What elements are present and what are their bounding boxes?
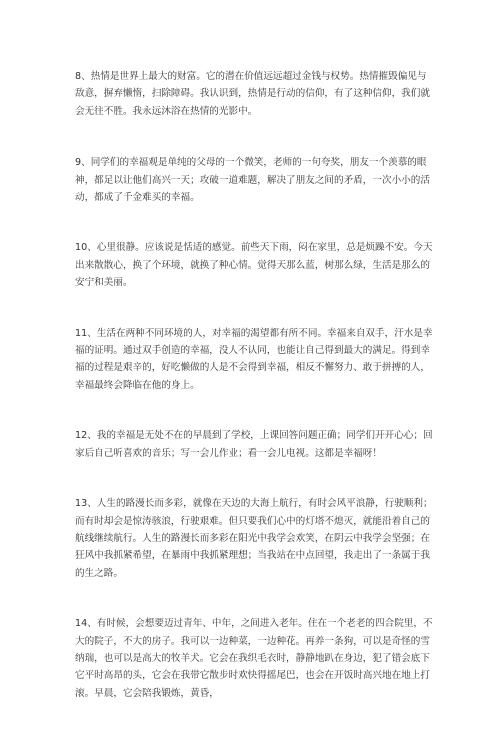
paragraph-14: 14、有时候，会想要迈过青年、中年，之间进入老年。住在一个老老的四合院里，不大的院子，不大的房子。我可以一边种菜，一边种花。再养一条狗，可以是奇怪的雪纳瑞，也可以是高大的牧羊犬。它会在我织毛衣时，静静地趴在身边，犯了错会底下它平时高昂的头，它会在我带它散步时欢快得摇尾巴，也会在开饭时高兴地在地上打滚。早晨，它会陪我锻炼，黄昏， xyxy=(75,618,433,699)
paragraph-8: 8、热情是世界上最大的财富。它的潜在价值远远超过金钱与权势。热情摧毁偏见与敌意，摒弃懒惰，扫除障碍。我认识到，热情是行动的信仰，有了这种信仰，我们就会无往不胜。我永远沐浴在热情的光影中。 xyxy=(75,71,430,117)
paragraph-11: 11、生活在两种不同环境的人，对幸福的渴望都有所不同。幸福来自双手，汗水是幸福的证明。通过双手创造的幸福，没人不认同，也能让自己得到最大的满足。得到幸福的过程是艰辛的，好吃懒做的人是不会得到幸福，相反不懈努力、敢于拼搏的人，幸福最终会降临在他的身上。 xyxy=(75,327,433,391)
paragraph-12: 12、我的幸福是无处不在的早晨到了学校，上课回答问题正确；同学们开开心心；回家后自己听喜欢的音乐；写一会儿作业；看一会儿电视。这都是幸福呀！ xyxy=(75,430,433,459)
paragraph-10: 10、心里很静。应该说是恬适的感觉。前些天下雨，闷在家里，总是烦躁不安。今天出来散散心，换了个环境，就换了种心情。觉得天那么蓝，树那么绿，生活是那么的安宁和美丽。 xyxy=(75,242,433,289)
article-body xyxy=(75,68,435,734)
paragraph-9: 9、同学们的幸福观是单纯的父母的一个微笑，老师的一句夸奖，朋友一个羡慕的眼神，都足以让他们高兴一天；攻破一道难题，解决了朋友之间的矛盾，一次小小的活动，都成了千金难买的幸福。 xyxy=(75,157,430,204)
paragraph-13: 13、人生的路漫长而多彩，就像在天边的大海上航行，有时会风平浪静，行驶顺利；而有时却会是惊涛骇浪，行驶艰难。但只要我们心中的灯塔不熄灭，就能沿着自己的航线继续航行。人生的路漫长而多彩在阳光中我学会欢笑，在阴云中我学会坚强；在狂风中我抓紧希望，在暴雨中我抓紧理想；当我站在中点回望，我走出了一条属于我的生之路。 xyxy=(75,498,433,579)
